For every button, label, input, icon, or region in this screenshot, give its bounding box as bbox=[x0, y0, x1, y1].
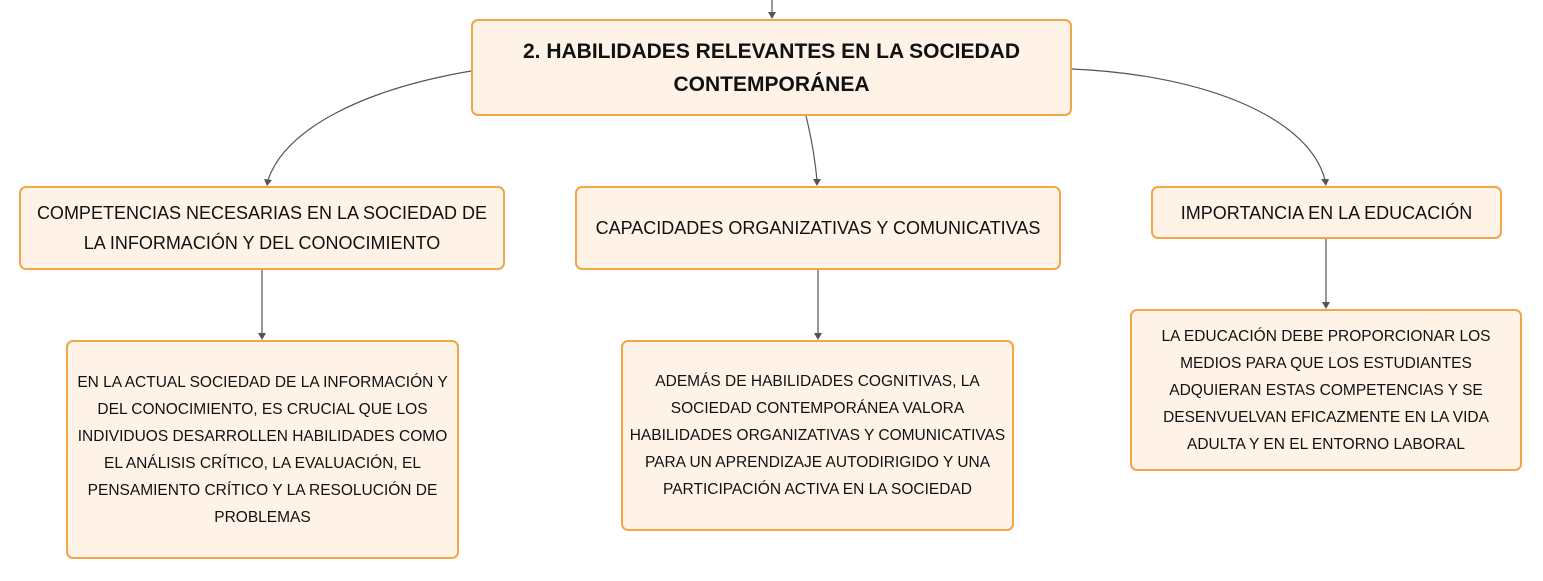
topic-capacidades-label: CAPACIDADES ORGANIZATIVAS Y COMUNICATIVAS bbox=[595, 218, 1041, 238]
detail-competencias-text: EN LA ACTUAL SOCIEDAD DE LA INFORMACIÓN Y DEL CONOCIMIENTO, ES CRUCIAL QUE LOS INDIVIDUOS DESARROLLEN HABILIDADES COMO EL ANÁLISIS CRÍTICO, LA EVALUACIÓN, EL PENSAMIENTO CRÍTICO Y LA RESOLUCIÓN DE PROBLEMAS bbox=[77, 373, 448, 526]
topic-importancia-node[interactable] bbox=[1151, 186, 1502, 239]
detail-capacidades-node[interactable] bbox=[621, 340, 1014, 531]
connector-root-to-competencias bbox=[268, 71, 471, 180]
arrowhead-capacidades bbox=[813, 179, 821, 186]
connector-root-to-importancia bbox=[1072, 69, 1325, 180]
detail-competencias-node[interactable] bbox=[66, 340, 459, 559]
topic-competencias-node[interactable] bbox=[19, 186, 505, 270]
detail-capacidades-text: ADEMÁS DE HABILIDADES COGNITIVAS, LA SOCIEDAD CONTEMPORÁNEA VALORA HABILIDADES ORGANIZATIVAS Y COMUNICATIVAS PARA UN APRENDIZAJE AUTODIRIGIDO Y UNA PARTICIPACIÓN ACTIVA EN LA SOCIEDAD bbox=[629, 373, 1006, 498]
connector-root-to-capacidades bbox=[806, 116, 817, 180]
arrowhead-importancia bbox=[1321, 179, 1329, 186]
detail-importancia-text: LA EDUCACIÓN DEBE PROPORCIONAR LOS MEDIOS PARA QUE LOS ESTUDIANTES ADQUIERAN ESTAS COMPETENCIAS Y SE DESENVUELVAN EFICAZMENTE EN LA VIDA ADULTA Y EN EL ENTORNO LABORAL bbox=[1161, 327, 1491, 453]
arrowhead-competencias-detail bbox=[258, 333, 266, 340]
detail-importancia-node[interactable] bbox=[1130, 309, 1522, 471]
topic-competencias-label: COMPETENCIAS NECESARIAS EN LA SOCIEDAD DE LA INFORMACIÓN Y DEL CONOCIMIENTO bbox=[36, 203, 488, 253]
topic-capacidades-node[interactable] bbox=[575, 186, 1061, 270]
arrowhead-importancia-detail bbox=[1322, 302, 1330, 309]
arrowhead-capacidades-detail bbox=[814, 333, 822, 340]
root-topic-title: 2. HABILIDADES RELEVANTES EN LA SOCIEDAD CONTEMPORÁNEA bbox=[522, 39, 1021, 96]
topic-importancia-label: IMPORTANCIA EN LA EDUCACIÓN bbox=[1180, 202, 1473, 223]
arrowhead-competencias bbox=[264, 179, 272, 186]
arrowhead-incoming-root bbox=[768, 12, 776, 19]
root-topic-node[interactable] bbox=[471, 19, 1072, 116]
